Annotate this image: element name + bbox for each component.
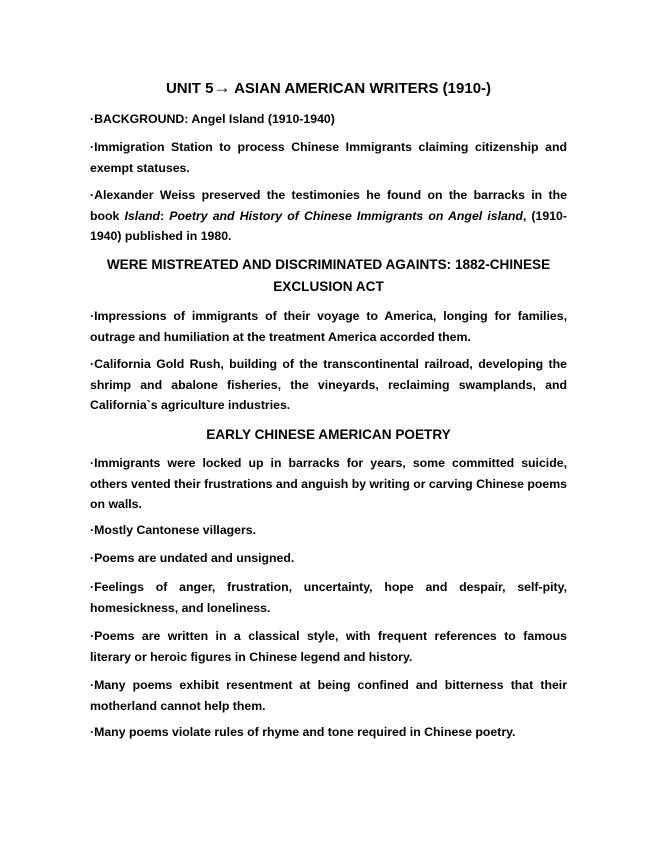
weiss-colon: : [160,208,170,223]
book-title-island: Island [124,208,161,223]
book-subtitle: Poetry and History of Chinese Immigrants on Angel island [169,208,523,223]
bullet-undated: ·Poems are undated and unsigned. [90,551,295,565]
heading-early-poetry: EARLY CHINESE AMERICAN POETRY [206,427,451,442]
impressions-paragraph: ·Impressions of immigrants of their voyage to America, longing for families, outrage and humiliation at the treatment America accorded them. [90,309,567,344]
bullet-locked-up: ·Immigrants were locked up in barracks for years, some committed suicide, others vented their frustrations and anguish by writing or carving Chinese poems on walls. [90,456,567,511]
weiss-text-2: , (1910-1940) published in 1980. [90,208,567,243]
immigration-station-paragraph: ·Immigration Station to process Chinese Immigrants claiming citizenship and exempt statuses. [90,140,567,175]
bullet-classical: ·Poems are written in a classical style, with frequent references to famous literary or heroic figures in Chinese legend and history. [90,629,567,664]
title-text: ASIAN AMERICAN WRITERS (1910-) [234,80,492,97]
arrow-right-icon: → [213,78,231,97]
title-prefix: UNIT 5 [165,80,214,97]
bullet-feelings: ·Feelings of anger, frustration, uncertainty, hope and despair, self-pity, homesickness, and loneliness. [90,580,567,615]
bullet-cantonese: ·Mostly Cantonese villagers. [90,523,257,537]
bullet-violate: ·Many poems violate rules of rhyme and tone required in Chinese poetry. [90,725,516,739]
page-title [90,78,567,99]
gold-rush-paragraph: ·California Gold Rush, building of the transcontinental railroad, developing the shrimp and abalone fisheries, the vineyards, reclaiming swamplands, and California`s agriculture industries. [90,357,567,412]
bullet-resentment: ·Many poems exhibit resentment at being confined and bitterness that their motherland cannot help them. [90,678,567,713]
heading-mistreated: WERE MISTREATED AND DISCRIMINATED AGAINTS: 1882-CHINESE EXCLUSION ACT [106,257,551,294]
weiss-text-1: ·Alexander Weiss preserved the testimonies he found on the barracks in the book [90,188,567,223]
background-line: ·BACKGROUND: Angel Island (1910-1940) [90,112,335,126]
weiss-paragraph [90,185,567,247]
